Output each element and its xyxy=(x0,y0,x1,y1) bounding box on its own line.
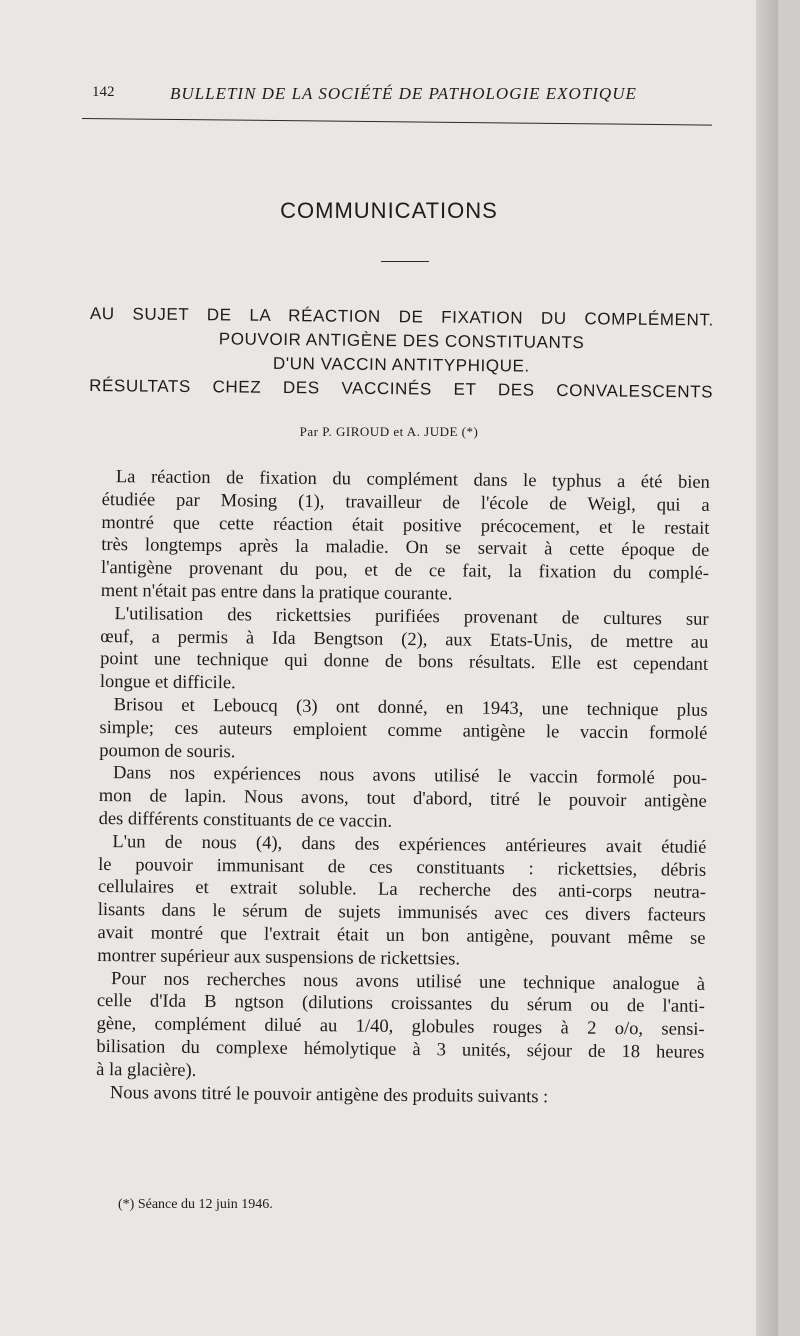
body-line: ment n'était pas entre dans la pratique courante. xyxy=(100,580,453,605)
body-line: poumon de souris. xyxy=(99,740,236,762)
body-line: montrer supérieur aux suspensions de rickettsies. xyxy=(97,945,461,970)
body-line: avait montré que l'extrait était un bon antigène, pouvant même se xyxy=(97,922,706,949)
article-authors: Par P. GIROUD et A. JUDE (*) xyxy=(299,424,479,439)
body-line: l'antigène provenant du pou, et de ce fait, la fixation du complé- xyxy=(100,558,710,585)
body-line: le pouvoir immunisant de ces constituants : rickettsies, débris xyxy=(98,854,707,881)
body-line: bilisation du complexe hémolytique à 3 unités, séjour de 18 heures xyxy=(96,1036,705,1063)
article-title-line: POUVOIR ANTIGÈNE DES CONSTITUANTS xyxy=(218,329,585,353)
body-line: à la glacière). xyxy=(96,1059,197,1081)
page-edge-shadow xyxy=(756,0,778,1336)
page-header xyxy=(92,84,712,118)
body-line: des différents constituants de ce vaccin. xyxy=(98,808,393,832)
section-divider xyxy=(381,261,429,262)
body-line: longue et difficile. xyxy=(99,672,236,694)
body-line: Pour nos recherches nous avons utilisé une technique analogue à xyxy=(110,968,706,995)
article-body xyxy=(96,466,710,1110)
body-line: L'utilisation des rickettsies purifiées provenant de cultures sur xyxy=(114,603,709,630)
body-line: œuf, a permis à Ida Bengtson (2), aux Etats-Unis, de mettre au xyxy=(100,626,709,653)
body-line: point une technique qui donne de bons résultats. Elle est cependant xyxy=(100,649,709,676)
header-rule xyxy=(82,118,712,126)
body-line: lisants dans le sérum de sujets immunisés avec ces divers facteurs xyxy=(97,900,706,926)
body-line: simple; ces auteurs emploient comme antigène le vaccin formolé xyxy=(99,717,708,744)
running-title: BULLETIN DE LA SOCIÉTÉ DE PATHOLOGIE EXOTIQUE xyxy=(170,84,637,103)
body-line: gène, complément dilué au 1/40, globules rouges à 2 o/o, sensi- xyxy=(96,1014,705,1040)
body-line: étudiée par Mosing (1), travailleur de l'école de Weigl, qui a xyxy=(101,489,710,516)
footnote: (*) Séance du 12 juin 1946. xyxy=(118,1197,273,1212)
article-title-line: RÉSULTATS CHEZ DES VACCINÉS ET DES CONVALESCENTS xyxy=(89,375,714,402)
body-line: très longtemps après la maladie. On se servait à cette époque de xyxy=(101,535,710,562)
page-number: 142 xyxy=(92,84,115,100)
body-line: Nous avons titré le pouvoir antigène des produits suivants : xyxy=(109,1082,549,1107)
body-line: L'un de nous (4), dans des expériences antérieures avait étudié xyxy=(112,831,707,858)
article-title xyxy=(89,302,714,405)
body-line: cellulaires et extrait soluble. La recherche des anti-corps neutra- xyxy=(97,877,707,904)
body-line: montré que cette réaction était positive précocement, et le restait xyxy=(101,512,710,539)
body-line: mon de lapin. Nous avons, tout d'abord, titré le pouvoir antigène xyxy=(98,786,707,812)
body-line: Dans nos expériences nous avons utilisé le vaccin formolé pou- xyxy=(112,763,708,790)
article-title-line: D'UN VACCIN ANTITYPHIQUE. xyxy=(272,353,530,376)
body-line: celle d'Ida B ngtson (dilutions croissantes du sérum ou de l'anti- xyxy=(96,991,705,1018)
body-line: Brisou et Leboucq (3) ont donné, en 1943, une technique plus xyxy=(113,695,708,721)
body-line: La réaction de fixation du complément dans le typhus a été bien xyxy=(115,467,710,493)
article-title-line: AU SUJET DE LA RÉACTION DE FIXATION DU COMPLÉMENT. xyxy=(89,303,714,330)
section-title: COMMUNICATIONS xyxy=(280,198,498,223)
